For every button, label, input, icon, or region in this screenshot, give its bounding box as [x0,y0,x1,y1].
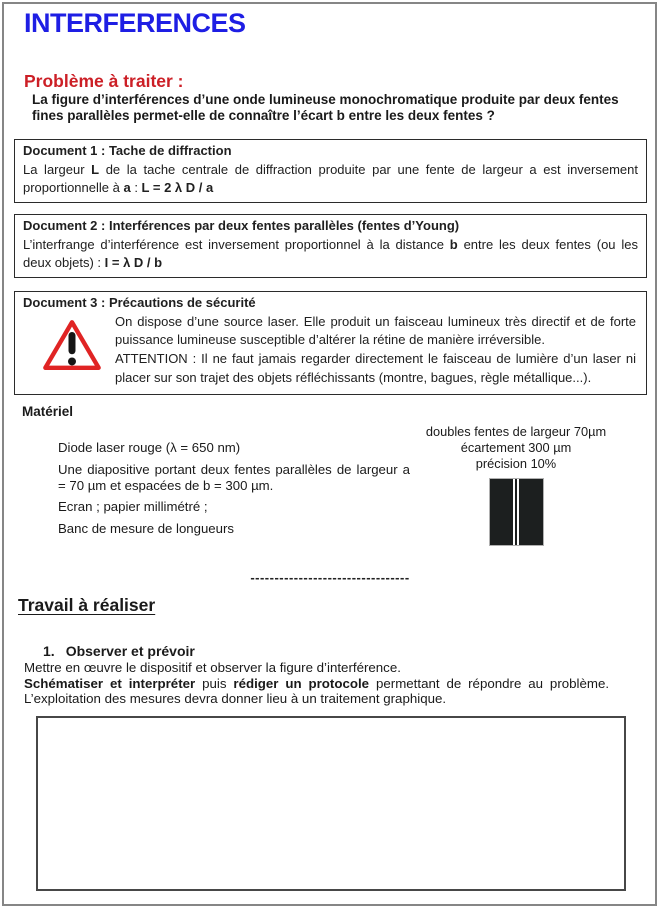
problem-statement: La figure d’interférences d’une onde lumineuse monochromatique produite par deux fentes fines parallèles permet-elle de connaître l’écart b entre les deux fentes ? [32,92,619,123]
doc2-text: L’interfrange d’interférence est inversement proportionnel à la distance [23,236,450,252]
step-1-heading [43,643,195,659]
work-line2-text: permettant de répondre au problème. [369,675,610,691]
document-2-body [23,236,638,273]
slits-caption-line2: écartement 300 µm [460,440,572,455]
document-1-box [14,139,647,203]
materiel-item-ecran: Ecran ; papier millimétré ; [58,499,208,515]
slits-caption-line1: doubles fentes de largeur 70µm [425,424,607,439]
work-line2-text: puis [195,675,234,691]
work-line2-bold1: Schématiser et interpréter [24,675,196,691]
document-1-body [23,161,638,198]
doc1-text: La largeur [23,161,92,177]
doc1-var-L: L [91,161,100,177]
double-slits-image [489,478,544,546]
dashed-separator: --------------------------------- [250,570,410,585]
double-slits-figure [406,424,626,546]
doc3-paragraph-2: ATTENTION : Il ne faut jamais regarder directement le faisceau de lumière d’un laser ni placer sur son trajet des objets réfléchissants (montre, bagues, règle métallique...). [115,351,636,385]
doc1-formula: L = 2 λ D / a [141,180,214,196]
doc2-var-b: b [449,236,458,252]
slit-right [517,479,519,545]
doc1-text: : [130,180,142,196]
doc3-paragraph-1: On dispose d’une source laser. Elle produit un faisceau lumineux très directif et de forte puissance lumineuse susceptible d’altérer la rétine de manière irréversible. [115,313,636,348]
work-section-heading: Travail à réaliser [18,595,156,615]
step-1-number: 1. [43,643,55,659]
doc1-text: de la tache centrale de diffraction produite par une fente de largeur a est inversement proportionnelle à [23,161,638,196]
work-line-2 [24,676,626,692]
answer-box [36,716,626,891]
document-1-title: Document 1 : Tache de diffraction [23,143,232,158]
materiel-item-laser: Diode laser rouge (λ = 650 nm) [58,440,241,455]
work-line-3: L’exploitation des mesures devra donner lieu à un traitement graphique. [24,691,447,706]
materiel-heading: Matériel [22,404,74,419]
slits-caption-line3: précision 10% [475,456,557,471]
document-2-title: Document 2 : Interférences par deux fentes parallèles (fentes d’Young) [23,218,460,233]
warning-triangle-icon [41,317,103,380]
slit-left [513,479,515,545]
materiel-list [58,440,418,543]
work-instructions [24,660,626,707]
doc2-formula: I = λ D / b [104,255,163,271]
document-3-box [14,291,647,395]
page-title: INTERFERENCES [24,8,246,38]
problem-heading: Problème à traiter : [24,71,184,91]
document-3-title: Document 3 : Précautions de sécurité [23,295,256,310]
materiel-item-banc: Banc de mesure de longueurs [58,521,234,537]
work-line2-bold2: rédiger un protocole [233,675,370,691]
document-3-body [115,313,636,388]
doc2-text: entre les deux fentes (ou les deux objets) : [23,236,638,271]
materiel-item-diapositive: Une diapositive portant deux fentes parallèles de largeur a = 70 µm et espacées de b = 300 µm. [58,461,410,493]
step-1-title: Observer et prévoir [65,643,195,659]
doc1-var-a: a [123,180,131,196]
work-line-1: Mettre en œuvre le dispositif et observer la figure d’interférence. [24,660,401,675]
document-2-box [14,214,647,278]
